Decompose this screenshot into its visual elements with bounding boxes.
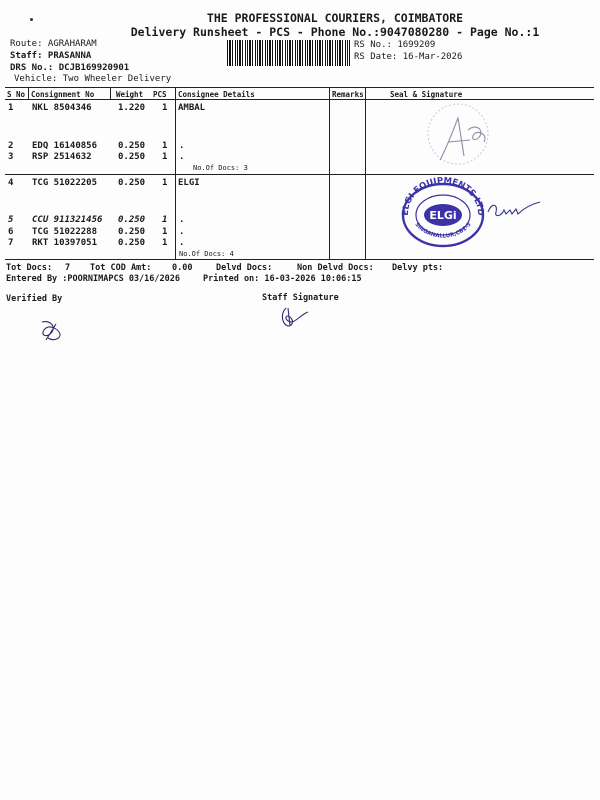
table-bottom-rule xyxy=(5,259,594,260)
col-divider xyxy=(329,87,330,259)
row-weight: 0.250 xyxy=(118,141,146,151)
row-consignment: TCG 51022288 xyxy=(32,227,98,237)
row-sno: 6 xyxy=(8,227,14,237)
row-consignee: . xyxy=(179,238,185,248)
row-consignee: ELGI xyxy=(178,178,200,188)
delivery-points-label: Delvy pts: xyxy=(392,263,444,273)
ambal-signature xyxy=(418,100,498,170)
col-header-pcs: PCS xyxy=(153,90,167,99)
row-pcs: 1 xyxy=(162,178,168,188)
total-docs-label: Tot Docs: xyxy=(6,263,53,273)
row-pcs: 1 xyxy=(162,215,168,225)
row-pcs: 1 xyxy=(162,227,168,237)
col-header-consignee: Consignee Details xyxy=(178,90,255,99)
col-header-sno: S No xyxy=(7,90,26,99)
total-docs-value: 7 xyxy=(65,263,71,273)
col-divider xyxy=(28,87,29,99)
row-sno: 3 xyxy=(8,152,14,162)
row-sno: 2 xyxy=(8,141,14,151)
col-header-consignment: Consignment No xyxy=(31,90,95,99)
row-pcs: 1 xyxy=(162,238,168,248)
row-consignment: RKT 10397051 xyxy=(32,238,98,248)
group-divider-rule xyxy=(5,174,594,175)
row-pcs: 1 xyxy=(162,152,168,162)
col-divider xyxy=(365,87,366,259)
row-weight: 0.250 xyxy=(118,227,146,237)
row-consignment: NKL 8504346 xyxy=(32,103,92,113)
col-header-seal: Seal & Signature xyxy=(390,90,463,99)
row-consignee: . xyxy=(179,227,185,237)
group-doc-count: No.Of Docs: 3 xyxy=(193,164,248,172)
table-top-rule xyxy=(5,87,594,88)
col-divider xyxy=(110,87,111,99)
route-line: Route: AGRAHARAM xyxy=(10,39,97,49)
row-consignment: CCU 911321456 xyxy=(32,215,103,225)
barcode xyxy=(227,40,350,66)
row-weight: 0.250 xyxy=(118,238,146,248)
row-weight: 0.250 xyxy=(118,152,146,162)
row-sno: 1 xyxy=(8,103,14,113)
total-cod-label: Tot COD Amt: xyxy=(90,263,152,273)
col-divider xyxy=(175,87,176,259)
row-weight: 0.250 xyxy=(118,178,146,188)
col-header-remarks: Remarks xyxy=(332,90,364,99)
row-consignment: RSP 2514632 xyxy=(32,152,92,162)
row-pcs: 1 xyxy=(162,103,168,113)
table-header-rule xyxy=(5,99,594,100)
row-consignment: EDQ 16140856 xyxy=(32,141,98,151)
group-doc-count: No.Of Docs: 4 xyxy=(179,250,234,258)
non-delivered-docs-label: Non Delvd Docs: xyxy=(297,263,374,273)
row-sno: 5 xyxy=(8,215,14,225)
delivered-docs-label: Delvd Docs: xyxy=(216,263,273,273)
row-pcs: 1 xyxy=(162,141,168,151)
rs-number: RS No.: 1699209 xyxy=(354,40,436,50)
svg-text:SINGANALLUR,CBE-5: SINGANALLUR,CBE-5 xyxy=(413,221,473,240)
runsheet-subtitle: Delivery Runsheet - PCS - Phone No.:9047080280 - Page No.:1 xyxy=(130,25,540,39)
total-cod-value: 0.00 xyxy=(172,263,193,273)
staff-signature xyxy=(278,304,312,330)
company-title: THE PROFESSIONAL COURIERS, COIMBATORE xyxy=(206,11,464,25)
row-consignee: . xyxy=(179,141,185,151)
elgi-signature xyxy=(484,196,544,226)
row-weight: 0.250 xyxy=(118,215,146,225)
vehicle-line: Vehicle: Two Wheeler Delivery xyxy=(14,74,172,84)
row-weight: 1.220 xyxy=(118,103,146,113)
svg-text:ELGi: ELGi xyxy=(429,209,457,222)
staff-signature-label: Staff Signature xyxy=(262,293,339,303)
verified-by-label: Verified By xyxy=(6,294,63,304)
row-consignee: . xyxy=(179,152,185,162)
row-consignment: TCG 51022205 xyxy=(32,178,98,188)
row-consignee: . xyxy=(179,215,185,225)
verifier-signature xyxy=(36,318,66,344)
entered-by: Entered By :POORNIMAPCS 03/16/2026 xyxy=(6,274,180,284)
printed-on: Printed on: 16-03-2026 10:06:15 xyxy=(203,274,362,284)
row-sno: 4 xyxy=(8,178,14,188)
company-seal-stamp xyxy=(398,175,488,248)
row-consignee: AMBAL xyxy=(178,103,206,113)
drs-line: DRS No.: DCJB169920901 xyxy=(10,63,130,73)
row-sno: 7 xyxy=(8,238,14,248)
staff-line: Staff: PRASANNA xyxy=(10,51,92,61)
col-header-weight: Weight xyxy=(116,90,144,99)
svg-text:ELGI EQUIPMENTS LTD: ELGI EQUIPMENTS LTD xyxy=(400,175,486,216)
rs-date: RS Date: 16-Mar-2026 xyxy=(354,52,463,62)
